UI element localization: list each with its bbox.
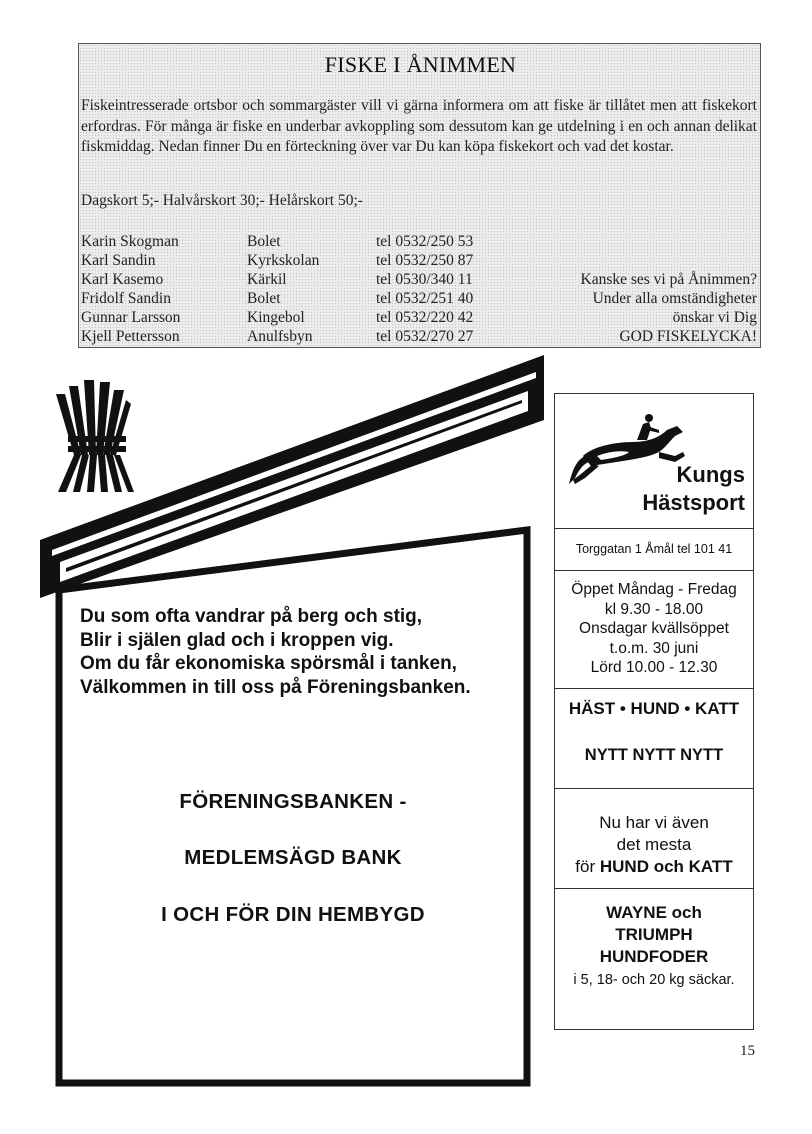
promo-line: det mesta xyxy=(616,835,692,854)
fiske-intro-text: Fiskeintresserade ortsbor och sommargäster vill vi gärna informera om att fiske är tillåtet men att fiskekort erfordras. För många är fiske en underbar avkoppling som dessutom kan ge utdelning i en och annan delikat fiskmiddag. Nedan finner Du en förteckning över var Du kan köpa fiskekort och vad det kostar. xyxy=(81,97,757,155)
jumping-horse-icon xyxy=(563,408,691,488)
hours-line: Lörd 10.00 - 12.30 xyxy=(590,659,718,676)
fiske-closing-line: Under alla omständigheter xyxy=(592,290,757,307)
promo-highlight: HUND och KATT xyxy=(599,857,733,876)
contact-phone: tel 0530/340 11 xyxy=(376,271,473,288)
bag-sizes: i 5, 18- och 20 kg säckar. xyxy=(573,972,735,988)
contact-name: Karl Kasemo xyxy=(81,271,164,288)
fiske-closing-line: Kanske ses vi på Ånimmen? xyxy=(580,271,757,288)
fiske-price-list: Dagskort 5;- Halvårskort 30;- Helårskort 50;- xyxy=(81,192,363,209)
bank-name: FÖRENINGSBANKEN - xyxy=(179,790,407,813)
hours-line: Öppet Måndag - Fredag xyxy=(571,581,737,598)
shop-name-line2: Hästsport xyxy=(642,490,745,515)
contact-place: Bolet xyxy=(247,290,281,307)
animals-line: HÄST • HUND • KATT xyxy=(568,699,740,718)
fiske-title: FISKE I ÅNIMMEN xyxy=(324,52,517,77)
brand-line: HUNDFODER xyxy=(599,947,709,966)
shop-name-line1: Kungs xyxy=(676,462,745,487)
contact-place: Kingebol xyxy=(247,309,305,326)
promo-line: för HUND och KATT xyxy=(575,857,733,876)
poem-line: Du som ofta vandrar på berg och stig, xyxy=(80,606,423,627)
bank-tagline: I OCH FÖR DIN HEMBYGD xyxy=(161,903,425,926)
wheat-sheaf-icon xyxy=(56,380,134,492)
contact-phone: tel 0532/270 27 xyxy=(376,328,474,345)
bank-ad-graphic xyxy=(0,350,560,1090)
fiske-closing-line: GOD FISKELYCKA! xyxy=(619,328,757,345)
bank-slogan: MEDLEMSÄGD BANK xyxy=(184,846,402,869)
contact-phone: tel 0532/250 87 xyxy=(376,252,474,269)
contact-name: Karin Skogman xyxy=(81,233,179,250)
hours-line: Onsdagar kvällsöppet xyxy=(579,620,729,637)
contact-place: Anulfsbyn xyxy=(247,328,313,345)
contact-name: Kjell Pettersson xyxy=(81,328,180,345)
contact-phone: tel 0532/220 42 xyxy=(376,309,474,326)
contact-name: Gunnar Larsson xyxy=(81,309,181,326)
contact-name: Fridolf Sandin xyxy=(81,290,171,307)
kungs-hastsport-ad xyxy=(554,393,754,1030)
opening-hours xyxy=(555,580,753,678)
shop-address: Torggatan 1 Åmål tel 101 41 xyxy=(575,542,733,556)
hours-line: kl 9.30 - 18.00 xyxy=(604,600,704,618)
poem-line: Om du får ekonomiska spörsmål i tanken, xyxy=(80,653,457,674)
page-number: 15 xyxy=(740,1043,755,1059)
new-items-line: NYTT NYTT NYTT xyxy=(584,746,724,764)
poem-line: Blir i själen glad och i kroppen vig. xyxy=(80,629,394,651)
dog-food-brand xyxy=(555,902,753,968)
contact-place: Kyrkskolan xyxy=(247,252,320,269)
fiske-notice-box xyxy=(78,43,761,348)
contact-place: Bolet xyxy=(247,233,281,250)
contact-phone: tel 0532/250 53 xyxy=(376,233,474,250)
brand-line: WAYNE och xyxy=(606,903,702,922)
contact-phone: tel 0532/251 40 xyxy=(376,290,474,307)
contact-place: Kärkil xyxy=(247,271,287,288)
promo-line: Nu har vi även xyxy=(599,813,709,832)
poem-line: Välkommen in till oss på Föreningsbanken. xyxy=(80,676,471,698)
brand-line: TRIUMPH xyxy=(615,925,693,944)
hours-line: t.o.m. 30 juni xyxy=(609,639,699,657)
promo-text xyxy=(555,812,753,878)
fiske-closing-line: önskar vi Dig xyxy=(672,309,757,326)
bank-poem xyxy=(80,605,520,699)
contact-name: Karl Sandin xyxy=(81,252,156,269)
